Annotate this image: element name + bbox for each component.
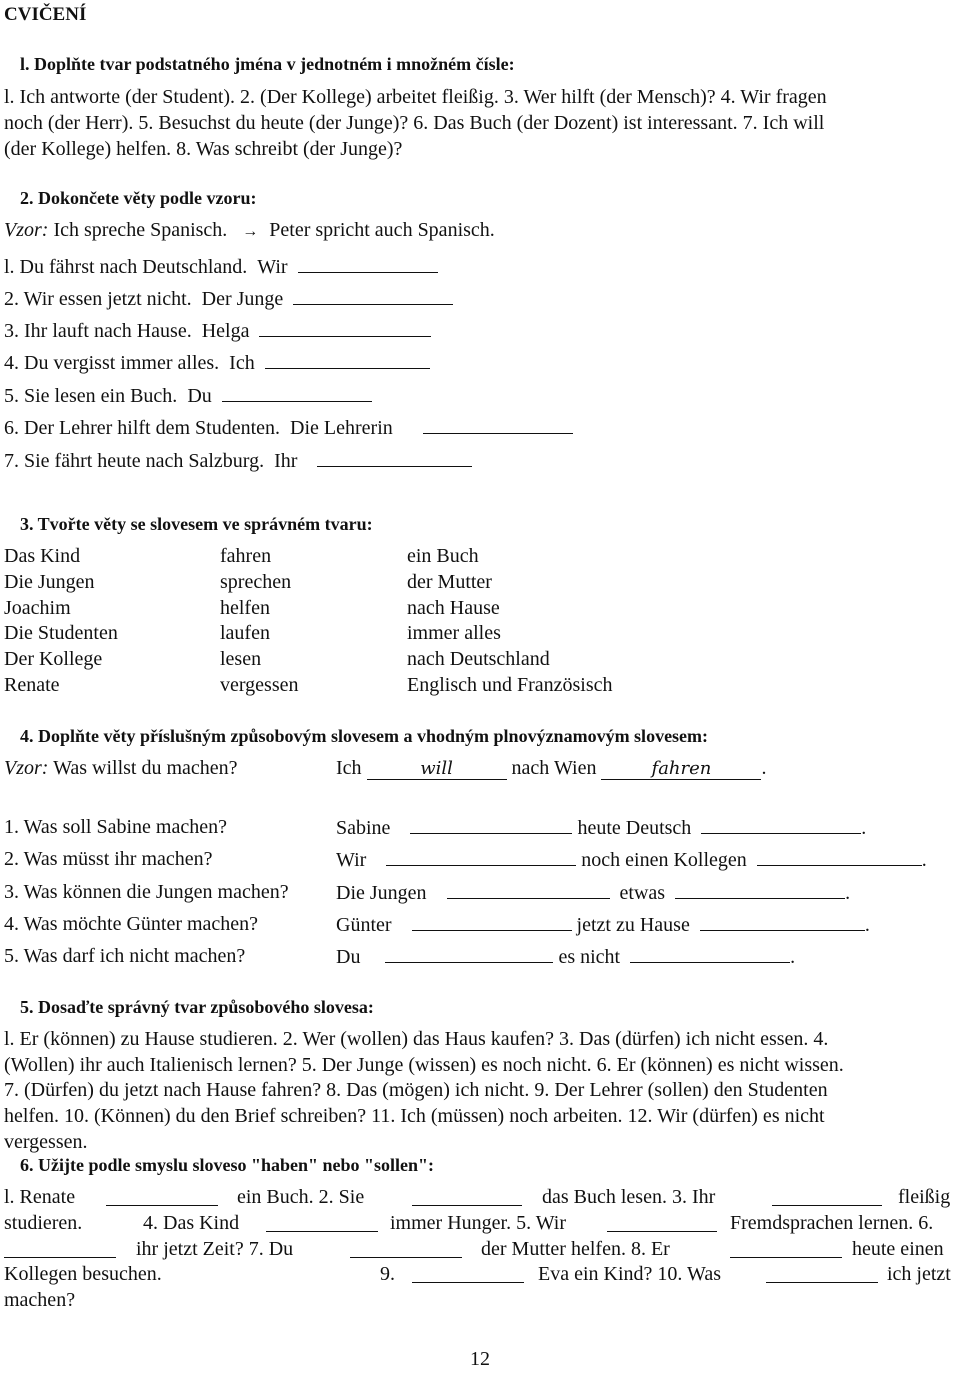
item-sentence: 4. Du vergisst immer alles. [4, 352, 220, 374]
exercise-2-item [4, 384, 372, 408]
answer-middle: jetzt zu Hause [576, 914, 690, 936]
exercise-5-heading: 5. Dosaďte správný tvar způsobového slovesa: [20, 997, 374, 1017]
fill-blank[interactable] [772, 1188, 882, 1206]
example-sentence: Ich spreche Spanisch. [53, 219, 228, 241]
example-fill-modal: will [367, 758, 507, 780]
exercise-6-line: machen? [4, 1289, 76, 1311]
answer-subject: Die Jungen [336, 882, 427, 904]
exercise-2-item [4, 255, 438, 279]
exercise-6-line: 4. Das Kind [143, 1212, 240, 1234]
verb-blank[interactable] [675, 881, 845, 899]
answer-subject: Günter [336, 914, 392, 936]
exercise-5-line: helfen. 10. (Können) du den Brief schreiben? 11. Ich (müssen) noch arbeiten. 12. Wir (dürfen) es nicht [4, 1105, 825, 1127]
fill-blank[interactable] [412, 1188, 522, 1206]
exercise-2-heading: 2. Dokončete věty podle vzoru: [20, 188, 257, 208]
verb-blank[interactable] [700, 913, 865, 931]
fill-blank[interactable] [607, 1214, 717, 1232]
example-label: Vzor: [4, 757, 49, 779]
table-cell: lesen [220, 648, 262, 670]
exercise-4-question: 4. Was möchte Günter machen? [4, 913, 259, 935]
exercise-6-line: studieren. [4, 1212, 83, 1234]
exercise-5-line: 7. (Dürfen) du jetzt nach Hause fahren? 8. Das (mögen) ich nicht. 9. Der Lehrer (sollen) den Studenten [4, 1079, 828, 1101]
item-subject: Der Junge [201, 288, 284, 310]
exercise-6-line: Eva ein Kind? 10. Was [538, 1263, 721, 1285]
item-subject: Wir [257, 256, 288, 278]
period: . [845, 882, 851, 904]
exercise-4-question: 2. Was müsst ihr machen? [4, 848, 213, 870]
fill-blank[interactable] [266, 1214, 378, 1232]
item-sentence: 3. Ihr lauft nach Hause. [4, 320, 192, 342]
table-cell: immer alles [407, 622, 501, 644]
exercise-6-line: Fremdsprachen lernen. 6. [730, 1212, 934, 1234]
example-middle: nach Wien [511, 757, 597, 779]
table-cell: Die Jungen [4, 571, 95, 593]
table-cell: der Mutter [407, 571, 492, 593]
table-cell: nach Hause [407, 597, 500, 619]
answer-blank[interactable] [222, 384, 372, 402]
exercise-6-line: 9. [380, 1263, 395, 1285]
exercise-4-example-answer [336, 757, 766, 780]
fill-blank[interactable] [106, 1188, 218, 1206]
example-fill-verb: fahren [601, 758, 761, 780]
table-cell: fahren [220, 545, 272, 567]
example-subject: Ich [336, 757, 362, 779]
item-sentence: 6. Der Lehrer hilft dem Studenten. [4, 417, 281, 439]
period: . [761, 757, 767, 779]
exercise-6-line: heute einen [852, 1238, 944, 1260]
table-cell: helfen [220, 597, 270, 619]
exercise-5-line: vergessen. [4, 1131, 88, 1153]
item-sentence: 2. Wir essen jetzt nicht. [4, 288, 192, 310]
modal-blank[interactable] [447, 881, 610, 899]
exercise-3-heading: 3. Tvořte věty se slovesem ve správném tvaru: [20, 514, 373, 534]
answer-blank[interactable] [293, 287, 453, 305]
exercise-6-line: Kollegen besuchen. [4, 1263, 162, 1285]
table-cell: Der Kollege [4, 648, 103, 670]
answer-subject: Wir [336, 849, 367, 871]
table-cell: sprechen [220, 571, 292, 593]
answer-blank[interactable] [423, 416, 573, 434]
item-subject: Ich [229, 352, 255, 374]
exercise-4-answer [336, 945, 795, 969]
exercise-6-line: das Buch lesen. 3. Ihr [542, 1186, 716, 1208]
exercise-6-line: ich jetzt [887, 1263, 951, 1285]
verb-blank[interactable] [757, 848, 922, 866]
exercise-1-line: noch (der Herr). 5. Besuchst du heute (der Junge)? 6. Das Buch (der Dozent) ist interessant. 7. Ich will [4, 112, 825, 134]
example-label: Vzor: [4, 219, 49, 241]
answer-blank[interactable] [265, 351, 430, 369]
exercise-5-line: (Wollen) ihr auch Italienisch lernen? 5. Der Junge (wissen) es noch nicht. 6. Er (können) es nicht wissen. [4, 1054, 844, 1076]
page-title: CVIČENÍ [4, 4, 87, 25]
exercise-6-heading: 6. Užijte podle smyslu sloveso "haben" nebo "sollen": [20, 1155, 434, 1175]
example-question: Was willst du machen? [53, 757, 238, 779]
answer-middle: es nicht [558, 946, 621, 968]
answer-middle: etwas [619, 882, 666, 904]
exercise-4-answer [336, 913, 870, 937]
answer-blank[interactable] [259, 319, 431, 337]
exercise-6-line: immer Hunger. 5. Wir [390, 1212, 567, 1234]
table-cell: Joachim [4, 597, 71, 619]
table-cell: Das Kind [4, 545, 81, 567]
answer-blank[interactable] [298, 255, 438, 273]
exercise-6-line: der Mutter helfen. 8. Er [481, 1238, 670, 1260]
table-cell: vergessen [220, 674, 299, 696]
table-cell: Renate [4, 674, 60, 696]
exercise-2-item [4, 287, 453, 311]
modal-blank[interactable] [410, 816, 572, 834]
exercise-6-line: l. Renate [4, 1186, 76, 1208]
exercise-4-answer [336, 881, 850, 905]
exercise-6-line: fleißig [898, 1186, 951, 1208]
item-sentence: 5. Sie lesen ein Buch. [4, 385, 178, 407]
exercise-4-heading: 4. Doplňte věty příslušným způsobovým slovesem a vhodným plnovýznamovým slovesem: [20, 726, 709, 746]
item-sentence: 7. Sie fährt heute nach Salzburg. [4, 450, 265, 472]
exercise-4-question: 3. Was können die Jungen machen? [4, 881, 289, 903]
table-cell: laufen [220, 622, 270, 644]
exercise-1-line: l. Ich antworte (der Student). 2. (Der Kollege) arbeitet fleißig. 3. Wer hilft (der Mensch)? 4. Wir fragen [4, 86, 827, 108]
exercise-6-line: ihr jetzt Zeit? 7. Du [136, 1238, 294, 1260]
modal-blank[interactable] [385, 945, 553, 963]
item-subject: Ihr [274, 450, 298, 472]
exercise-2-item [4, 449, 472, 473]
modal-blank[interactable] [386, 848, 576, 866]
exercise-1-line: (der Kollege) helfen. 8. Was schreibt (der Junge)? [4, 138, 403, 160]
fill-blank[interactable] [350, 1240, 462, 1258]
exercise-4-answer [336, 816, 866, 840]
fill-blank[interactable] [4, 1240, 116, 1258]
exercise-4-question: 1. Was soll Sabine machen? [4, 816, 227, 838]
page-number: 12 [470, 1348, 490, 1370]
exercise-4-answer [336, 848, 927, 872]
exercise-2-item [4, 416, 573, 440]
period: . [921, 849, 927, 871]
table-cell: ein Buch [407, 545, 479, 567]
answer-subject: Sabine [336, 817, 391, 839]
verb-blank[interactable] [701, 816, 861, 834]
answer-middle: heute Deutsch [577, 817, 692, 839]
period: . [790, 946, 796, 968]
table-cell: nach Deutschland [407, 648, 550, 670]
exercise-1-heading: l. Doplňte tvar podstatného jména v jednotném i množném čísle: [20, 54, 515, 74]
item-subject: Helga [201, 320, 250, 342]
arrow-right-icon: → [242, 223, 259, 240]
exercise-2-item [4, 319, 431, 343]
table-cell: Die Studenten [4, 622, 118, 644]
item-subject: Du [187, 385, 212, 407]
item-sentence: l. Du fährst nach Deutschland. [4, 256, 248, 278]
period: . [861, 817, 867, 839]
answer-subject: Du [336, 946, 361, 968]
period: . [864, 914, 870, 936]
fill-blank[interactable] [766, 1265, 878, 1283]
exercise-6-line: ein Buch. 2. Sie [237, 1186, 365, 1208]
exercise-2-item [4, 351, 430, 375]
verb-blank[interactable] [630, 945, 790, 963]
exercise-2-example [4, 219, 495, 242]
answer-middle: noch einen Kollegen [581, 849, 747, 871]
exercise-4-example-question [4, 757, 238, 780]
answer-blank[interactable] [317, 449, 472, 467]
table-cell: Englisch und Französisch [407, 674, 613, 696]
modal-blank[interactable] [412, 913, 572, 931]
item-subject: Die Lehrerin [290, 417, 393, 439]
exercise-4-question: 5. Was darf ich nicht machen? [4, 945, 246, 967]
fill-blank[interactable] [412, 1265, 524, 1283]
fill-blank[interactable] [730, 1240, 842, 1258]
example-answer: Peter spricht auch Spanisch. [269, 219, 495, 241]
exercise-5-line: l. Er (können) zu Hause studieren. 2. Wer (wollen) das Haus kaufen? 3. Das (dürfen) ich nicht essen. 4. [4, 1028, 829, 1050]
